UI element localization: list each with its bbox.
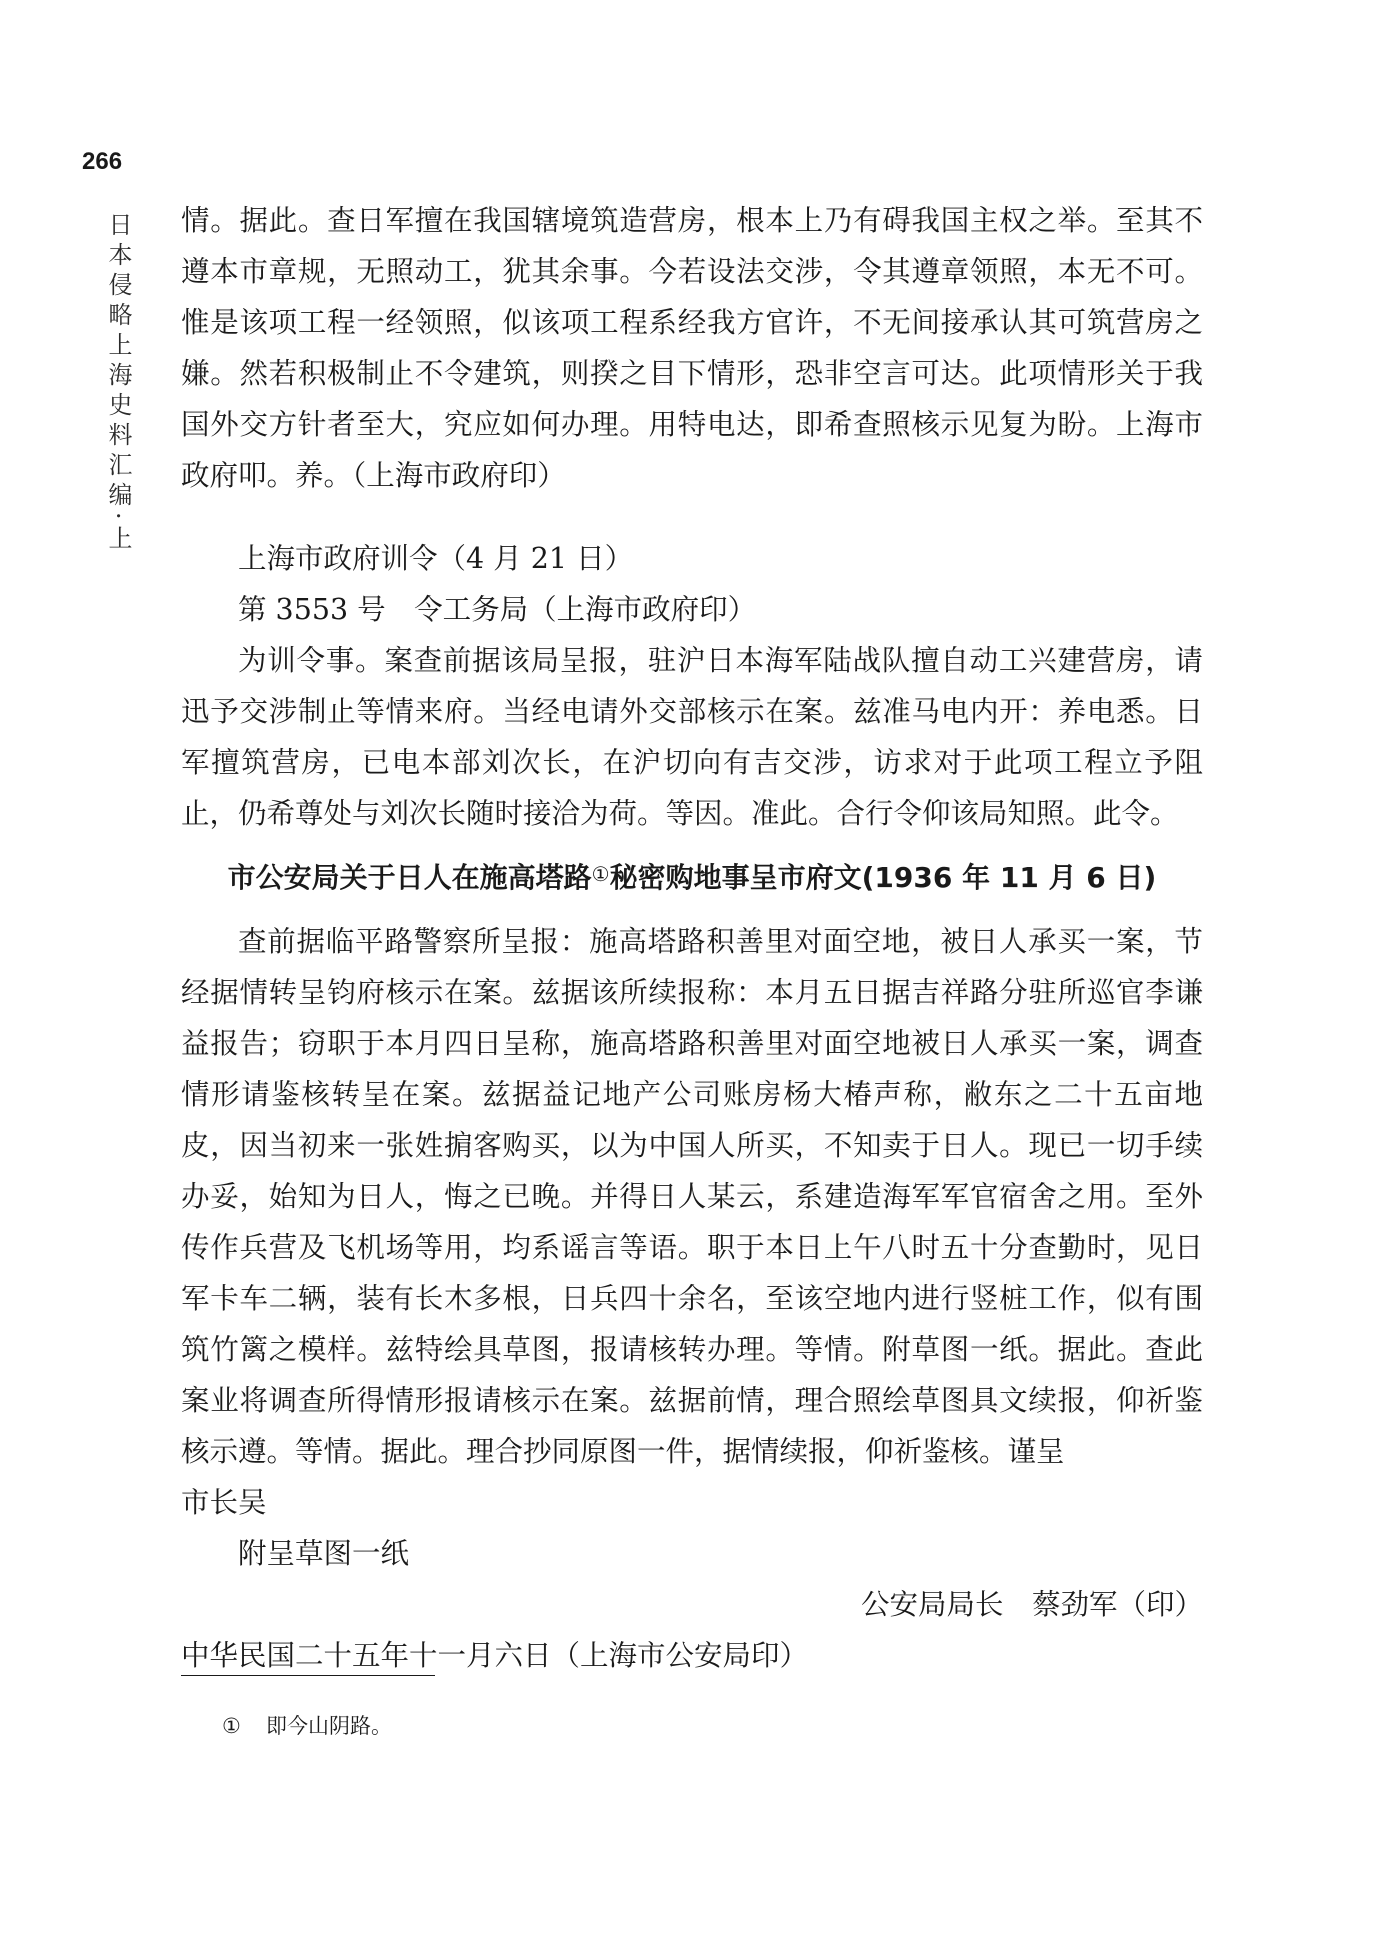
section-title <box>181 852 1203 904</box>
running-head: 日本侵略上海史料汇编·上 <box>104 212 132 556</box>
paragraph-order-heading: 上海市政府训令（4 月 21 日） <box>238 542 634 575</box>
paragraph-order-number: 第 3553 号 令工务局（上海市政府印） <box>238 593 757 626</box>
footnote-text: 即今山阴路。 <box>266 1714 392 1738</box>
footnote-mark: ① <box>222 1714 241 1738</box>
paragraph-addressee: 市长吴 <box>181 1486 267 1519</box>
paragraph-telegram-continuation: 情。据此。查日军擅在我国辖境筑造营房，根本上乃有碍我国主权之举。至其不遵本市章规，无照动工，犹其余事。今若设法交涉，令其遵章领照，本无不可。惟是该项工程一经领照，似该项工程系经我方官许，不无间接承认其可筑营房之嫌。然若积极制止不令建筑，则揆之目下情形，恐非空言可达。此项情形关于我国外交方针者至大，究应如何办理。用特电达，即希查照核示见复为盼。上海市政府叩。养。（上海市政府印） <box>181 204 1203 492</box>
section-title-part-1: 市公安局关于日人在施高塔路 <box>227 861 592 894</box>
paragraph-attachment: 附呈草图一纸 <box>238 1537 410 1570</box>
footnote <box>222 1711 392 1741</box>
paragraph-order-body: 为训令事。案查前据该局呈报，驻沪日本海军陆战队擅自动工兴建营房，请迅予交涉制止等情来府。当经电请外交部核示在案。兹准马电内开：养电悉。日军擅筑营房，已电本部刘次长，在沪切向有吉交涉，访求对于此项工程立予阻止，仍希尊处与刘次长随时接洽为荷。等因。准此。合行令仰该局知照。此令。 <box>181 644 1203 830</box>
paragraph-date: 中华民国二十五年十一月六日（上海市公安局印） <box>181 1639 809 1672</box>
paragraph-report-body: 查前据临平路警察所呈报：施高塔路积善里对面空地，被日人承买一案，节经据情转呈钧府核示在案。兹据该所续报称：本月五日据吉祥路分驻所巡官李谦益报告；窃职于本月四日呈称，施高塔路积善里对面空地被日人承买一案，调查情形请鉴核转呈在案。兹据益记地产公司账房杨大椿声称，敝东之二十五亩地皮，因当初来一张姓掮客购买，以为中国人所买，不知卖于日人。现已一切手续办妥，始知为日人，悔之已晚。并得日人某云，系建造海军军官宿舍之用。至外传作兵营及飞机场等用，均系谣言等语。职于本日上午八时五十分查勤时，见日军卡车二辆，装有长木多根，日兵四十余名，至该空地内进行竖桩工作，似有围筑竹篱之模样。兹特绘具草图，报请核转办理。等情。附草图一纸。据此。查此案业将调查所得情形报请核示在案。兹据前情，理合照绘草图具文续报，仰祈鉴核示遵。等情。据此。理合抄同原图一件，据情续报，仰祈鉴核。谨呈 <box>181 925 1203 1468</box>
footnote-reference: ① <box>591 862 610 886</box>
section-title-part-2: 秘密购地事呈市府文(1936 年 11 月 6 日) <box>609 861 1157 894</box>
page-number: 266 <box>82 148 123 175</box>
paragraph-signature: 公安局局长 蔡劲军（印） <box>860 1588 1203 1621</box>
body-text <box>181 195 1203 1681</box>
footnote-divider <box>181 1675 435 1676</box>
